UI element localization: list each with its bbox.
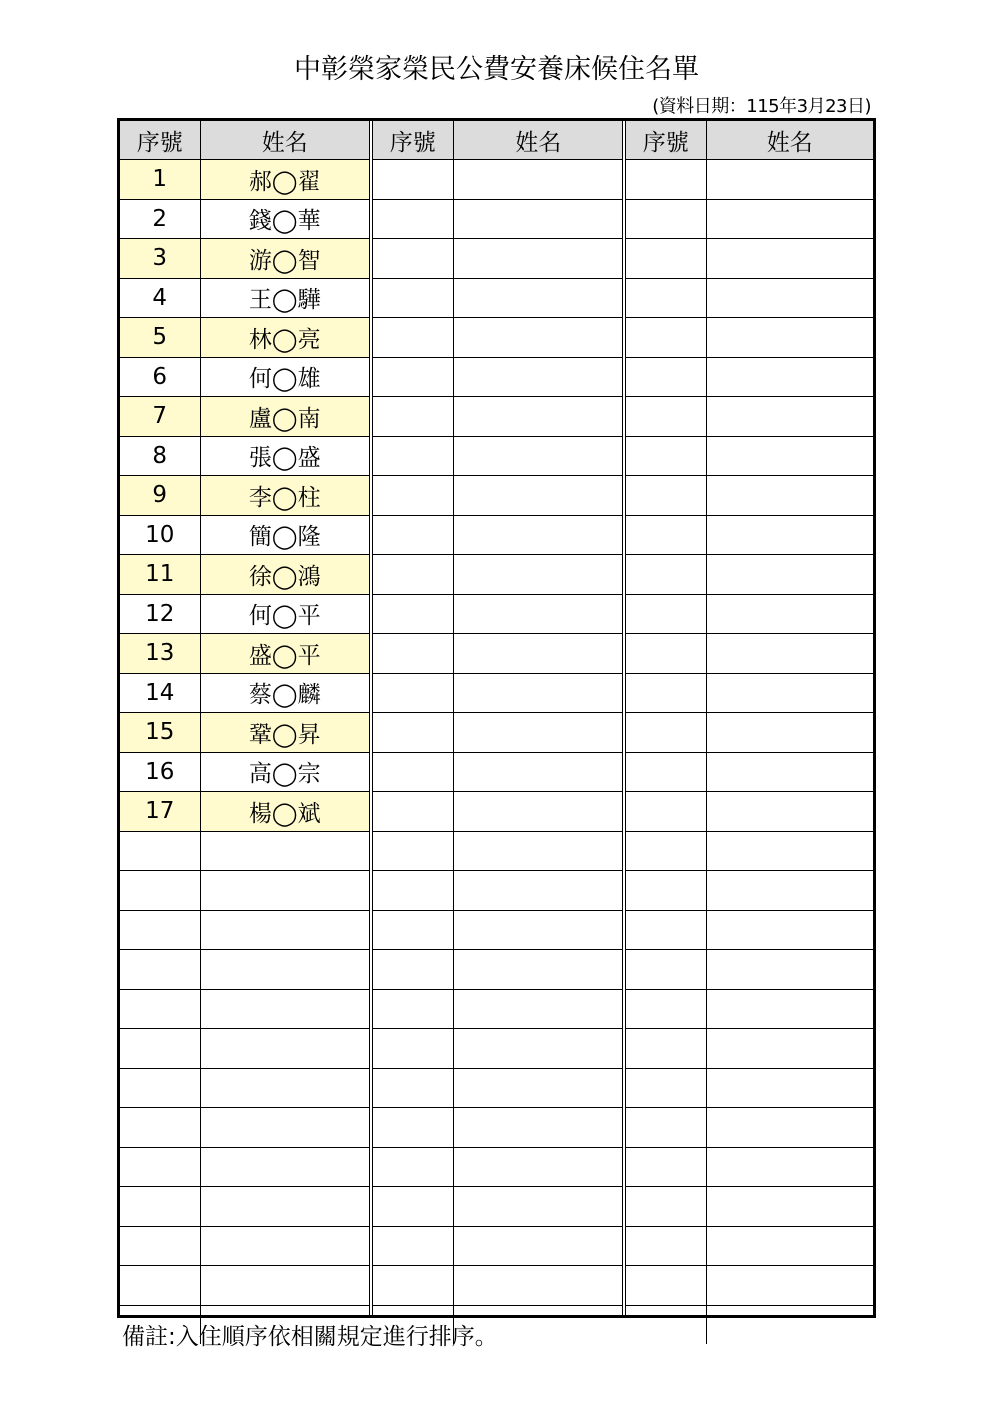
- serial-number-cell: [626, 239, 706, 279]
- serial-number-cell: [373, 910, 453, 950]
- serial-number-cell: 12: [120, 594, 200, 634]
- name-cell: [706, 713, 873, 753]
- table-row: [626, 1147, 873, 1187]
- table-row: [373, 357, 623, 397]
- name-cell: 盧◯南: [200, 397, 369, 437]
- name-cell: [200, 1187, 369, 1227]
- table-grid-3: [626, 121, 873, 1344]
- name-cell: [706, 199, 873, 239]
- name-cell: [453, 1226, 623, 1266]
- name-cell: 王◯驊: [200, 278, 369, 318]
- name-cell: [453, 752, 623, 792]
- table-row: [120, 792, 369, 832]
- name-cell: [200, 1266, 369, 1306]
- header-row: [373, 121, 623, 160]
- table-row: [373, 871, 623, 911]
- table-row: [626, 476, 873, 516]
- table-row: [373, 1187, 623, 1227]
- table-row: [373, 318, 623, 358]
- serial-number-cell: [626, 673, 706, 713]
- serial-number-cell: 3: [120, 239, 200, 279]
- serial-number-cell: [626, 1266, 706, 1306]
- serial-number-cell: 8: [120, 436, 200, 476]
- table-row: [120, 1068, 369, 1108]
- table-row: [373, 1226, 623, 1266]
- table-row: [120, 436, 369, 476]
- name-cell: [200, 989, 369, 1029]
- table-row: [120, 1108, 369, 1148]
- name-cell: 楊◯斌: [200, 792, 369, 832]
- name-cell: 林◯亮: [200, 318, 369, 358]
- serial-number-cell: [373, 634, 453, 674]
- serial-number-cell: [120, 1029, 200, 1069]
- serial-number-cell: 4: [120, 278, 200, 318]
- serial-number-cell: [120, 950, 200, 990]
- header-serial-number: 序號: [373, 121, 453, 160]
- table-row: [120, 1187, 369, 1227]
- name-cell: 高◯宗: [200, 752, 369, 792]
- name-cell: [453, 239, 623, 279]
- table-row: [373, 1147, 623, 1187]
- serial-number-cell: [373, 1147, 453, 1187]
- serial-number-cell: [120, 1226, 200, 1266]
- table-row: [373, 515, 623, 555]
- name-cell: [706, 476, 873, 516]
- serial-number-cell: [626, 1305, 706, 1344]
- serial-number-cell: 10: [120, 515, 200, 555]
- name-cell: [453, 397, 623, 437]
- name-cell: [200, 1068, 369, 1108]
- table-grid-1: [120, 121, 369, 1344]
- table-row: [626, 1029, 873, 1069]
- table-row: [120, 160, 369, 200]
- table-row: [373, 436, 623, 476]
- serial-number-cell: [626, 1187, 706, 1227]
- serial-number-cell: [120, 1187, 200, 1227]
- table-section-3: [626, 121, 873, 1315]
- name-cell: [706, 634, 873, 674]
- table-row: [373, 278, 623, 318]
- table-row: [373, 239, 623, 279]
- name-cell: [453, 871, 623, 911]
- serial-number-cell: [626, 831, 706, 871]
- serial-number-cell: [373, 278, 453, 318]
- waiting-list-table: [117, 118, 876, 1318]
- serial-number-cell: [626, 1226, 706, 1266]
- serial-number-cell: [373, 318, 453, 358]
- serial-number-cell: 17: [120, 792, 200, 832]
- serial-number-cell: [626, 713, 706, 753]
- name-cell: [200, 1226, 369, 1266]
- table-row: [626, 910, 873, 950]
- header-serial-number: 序號: [626, 121, 706, 160]
- table-row: [373, 752, 623, 792]
- name-cell: [453, 515, 623, 555]
- serial-number-cell: [626, 1029, 706, 1069]
- name-cell: [706, 1305, 873, 1344]
- serial-number-cell: [373, 871, 453, 911]
- table-grid-2: [373, 121, 623, 1344]
- serial-number-cell: 16: [120, 752, 200, 792]
- name-cell: [706, 673, 873, 713]
- table-row: [120, 515, 369, 555]
- page-title: 中彰榮家榮民公費安養床候住名單: [294, 54, 699, 85]
- serial-number-cell: [373, 436, 453, 476]
- table-row: [120, 910, 369, 950]
- serial-number-cell: 15: [120, 713, 200, 753]
- name-cell: [453, 989, 623, 1029]
- serial-number-cell: [373, 752, 453, 792]
- table-row: [120, 950, 369, 990]
- serial-number-cell: [626, 476, 706, 516]
- serial-number-cell: [373, 950, 453, 990]
- name-cell: [706, 515, 873, 555]
- table-row: [120, 278, 369, 318]
- name-cell: [706, 397, 873, 437]
- name-cell: [706, 278, 873, 318]
- table-row: [626, 673, 873, 713]
- name-cell: 簡◯隆: [200, 515, 369, 555]
- table-row: [373, 1029, 623, 1069]
- serial-number-cell: [373, 989, 453, 1029]
- serial-number-cell: [120, 910, 200, 950]
- serial-number-cell: [373, 555, 453, 595]
- name-cell: [706, 1266, 873, 1306]
- header-serial-number: 序號: [120, 121, 200, 160]
- name-cell: [706, 239, 873, 279]
- table-row: [626, 397, 873, 437]
- serial-number-cell: [626, 1068, 706, 1108]
- name-cell: 何◯平: [200, 594, 369, 634]
- table-row: [626, 831, 873, 871]
- serial-number-cell: 1: [120, 160, 200, 200]
- table-row: [373, 989, 623, 1029]
- table-row: [373, 555, 623, 595]
- table-row: [120, 1266, 369, 1306]
- table-row: [626, 555, 873, 595]
- name-cell: [706, 436, 873, 476]
- table-row: [120, 397, 369, 437]
- data-date: (資料日期：115年3月23日): [652, 96, 871, 117]
- serial-number-cell: [373, 239, 453, 279]
- serial-number-cell: [626, 594, 706, 634]
- table-row: [626, 1266, 873, 1306]
- table-row: [373, 792, 623, 832]
- name-cell: [706, 357, 873, 397]
- name-cell: [453, 910, 623, 950]
- header-row: [626, 121, 873, 160]
- name-cell: [453, 160, 623, 200]
- serial-number-cell: [373, 397, 453, 437]
- name-cell: [453, 199, 623, 239]
- serial-number-cell: [120, 1266, 200, 1306]
- name-cell: [453, 713, 623, 753]
- name-cell: 錢◯華: [200, 199, 369, 239]
- table-row: [373, 831, 623, 871]
- serial-number-cell: [626, 1108, 706, 1148]
- name-cell: [706, 1147, 873, 1187]
- serial-number-cell: 9: [120, 476, 200, 516]
- name-cell: [453, 634, 623, 674]
- name-cell: [453, 1029, 623, 1069]
- table-row: [120, 1226, 369, 1266]
- serial-number-cell: 7: [120, 397, 200, 437]
- name-cell: [453, 278, 623, 318]
- name-cell: [453, 1068, 623, 1108]
- serial-number-cell: [626, 910, 706, 950]
- name-cell: [706, 950, 873, 990]
- name-cell: 張◯盛: [200, 436, 369, 476]
- serial-number-cell: [373, 1068, 453, 1108]
- table-row: [626, 1187, 873, 1227]
- table-row: [120, 1147, 369, 1187]
- name-cell: [453, 318, 623, 358]
- serial-number-cell: 5: [120, 318, 200, 358]
- serial-number-cell: [120, 871, 200, 911]
- name-cell: [706, 1068, 873, 1108]
- name-cell: [453, 594, 623, 634]
- serial-number-cell: [373, 831, 453, 871]
- name-cell: [453, 673, 623, 713]
- name-cell: [706, 1226, 873, 1266]
- serial-number-cell: [373, 1266, 453, 1306]
- table-row: [373, 673, 623, 713]
- table-row: [120, 357, 369, 397]
- name-cell: 郝◯翟: [200, 160, 369, 200]
- table-row: [626, 752, 873, 792]
- serial-number-cell: [120, 1068, 200, 1108]
- name-cell: [706, 1108, 873, 1148]
- serial-number-cell: [373, 357, 453, 397]
- name-cell: [200, 1108, 369, 1148]
- serial-number-cell: [373, 1187, 453, 1227]
- serial-number-cell: [373, 160, 453, 200]
- serial-number-cell: [626, 555, 706, 595]
- table-row: [626, 1108, 873, 1148]
- table-row: [120, 476, 369, 516]
- name-cell: 何◯雄: [200, 357, 369, 397]
- table-row: [626, 989, 873, 1029]
- name-cell: [706, 1187, 873, 1227]
- table-row: [373, 1266, 623, 1306]
- table-row: [120, 199, 369, 239]
- name-cell: [706, 752, 873, 792]
- table-row: [626, 594, 873, 634]
- name-cell: [706, 160, 873, 200]
- name-cell: [706, 831, 873, 871]
- table-row: [120, 555, 369, 595]
- serial-number-cell: [626, 1147, 706, 1187]
- table-row: [626, 792, 873, 832]
- serial-number-cell: [626, 950, 706, 990]
- table-row: [373, 1068, 623, 1108]
- table-row: [626, 950, 873, 990]
- name-cell: [453, 950, 623, 990]
- name-cell: [706, 792, 873, 832]
- serial-number-cell: [626, 278, 706, 318]
- serial-number-cell: [120, 989, 200, 1029]
- table-row: [373, 1108, 623, 1148]
- name-cell: 鞏◯昇: [200, 713, 369, 753]
- table-row: [120, 1029, 369, 1069]
- name-cell: [200, 910, 369, 950]
- serial-number-cell: [120, 1108, 200, 1148]
- table-row: [626, 1226, 873, 1266]
- serial-number-cell: [120, 831, 200, 871]
- table-row: [626, 357, 873, 397]
- name-cell: [453, 1147, 623, 1187]
- header-name: 姓名: [200, 121, 369, 160]
- name-cell: [453, 1108, 623, 1148]
- serial-number-cell: 6: [120, 357, 200, 397]
- table-row: [120, 989, 369, 1029]
- table-row: [626, 1305, 873, 1344]
- serial-number-cell: [626, 436, 706, 476]
- name-cell: [706, 555, 873, 595]
- table-row: [373, 713, 623, 753]
- name-cell: [200, 871, 369, 911]
- name-cell: [200, 950, 369, 990]
- serial-number-cell: [373, 1226, 453, 1266]
- name-cell: [453, 1187, 623, 1227]
- name-cell: 蔡◯麟: [200, 673, 369, 713]
- name-cell: [706, 871, 873, 911]
- serial-number-cell: 2: [120, 199, 200, 239]
- name-cell: [453, 555, 623, 595]
- table-row: [373, 476, 623, 516]
- name-cell: [453, 792, 623, 832]
- serial-number-cell: [373, 792, 453, 832]
- name-cell: 徐◯鴻: [200, 555, 369, 595]
- name-cell: [453, 831, 623, 871]
- serial-number-cell: [373, 594, 453, 634]
- table-row: [120, 831, 369, 871]
- footer-note: 備註:入住順序依相關規定進行排序。: [122, 1324, 498, 1350]
- serial-number-cell: [626, 752, 706, 792]
- table-row: [626, 634, 873, 674]
- header-name: 姓名: [453, 121, 623, 160]
- table-row: [373, 910, 623, 950]
- name-cell: [200, 1147, 369, 1187]
- table-row: [626, 1068, 873, 1108]
- serial-number-cell: [373, 1108, 453, 1148]
- table-row: [626, 278, 873, 318]
- name-cell: [706, 1029, 873, 1069]
- table-row: [626, 160, 873, 200]
- name-cell: [453, 357, 623, 397]
- table-section-2: [373, 121, 623, 1315]
- serial-number-cell: [373, 199, 453, 239]
- table-row: [120, 239, 369, 279]
- name-cell: [453, 1266, 623, 1306]
- header-name: 姓名: [706, 121, 873, 160]
- serial-number-cell: [626, 871, 706, 911]
- serial-number-cell: 13: [120, 634, 200, 674]
- serial-number-cell: [626, 397, 706, 437]
- header-row: [120, 121, 369, 160]
- serial-number-cell: [373, 1029, 453, 1069]
- table-row: [626, 199, 873, 239]
- name-cell: 李◯柱: [200, 476, 369, 516]
- serial-number-cell: [626, 357, 706, 397]
- serial-number-cell: [373, 673, 453, 713]
- table-section-1: [120, 121, 369, 1315]
- name-cell: 盛◯平: [200, 634, 369, 674]
- table-row: [373, 950, 623, 990]
- table-row: [120, 594, 369, 634]
- name-cell: [706, 594, 873, 634]
- name-cell: 游◯智: [200, 239, 369, 279]
- table-row: [373, 634, 623, 674]
- serial-number-cell: [120, 1147, 200, 1187]
- table-row: [373, 199, 623, 239]
- name-cell: [453, 476, 623, 516]
- table-row: [626, 515, 873, 555]
- name-cell: [453, 436, 623, 476]
- serial-number-cell: [373, 713, 453, 753]
- table-row: [120, 752, 369, 792]
- serial-number-cell: [626, 989, 706, 1029]
- serial-number-cell: [626, 318, 706, 358]
- serial-number-cell: 11: [120, 555, 200, 595]
- name-cell: [706, 910, 873, 950]
- table-row: [626, 871, 873, 911]
- serial-number-cell: [626, 199, 706, 239]
- table-row: [626, 436, 873, 476]
- table-row: [120, 318, 369, 358]
- serial-number-cell: [373, 515, 453, 555]
- table-row: [373, 397, 623, 437]
- serial-number-cell: [626, 792, 706, 832]
- name-cell: [200, 1029, 369, 1069]
- name-cell: [200, 831, 369, 871]
- table-row: [120, 634, 369, 674]
- table-row: [626, 713, 873, 753]
- table-row: [120, 713, 369, 753]
- table-row: [373, 594, 623, 634]
- table-row: [373, 160, 623, 200]
- table-row: [626, 239, 873, 279]
- name-cell: [706, 989, 873, 1029]
- table-row: [120, 871, 369, 911]
- table-row: [626, 318, 873, 358]
- serial-number-cell: [373, 476, 453, 516]
- name-cell: [706, 318, 873, 358]
- serial-number-cell: [626, 160, 706, 200]
- table-row: [120, 673, 369, 713]
- serial-number-cell: [626, 515, 706, 555]
- serial-number-cell: 14: [120, 673, 200, 713]
- serial-number-cell: [626, 634, 706, 674]
